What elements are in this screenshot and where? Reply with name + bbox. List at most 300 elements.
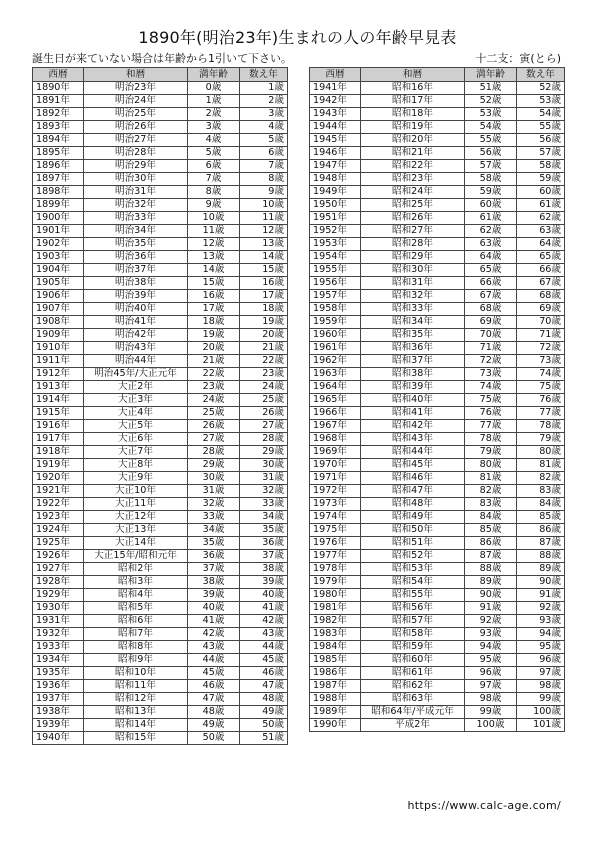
cell-wareki: 昭和20年: [361, 134, 465, 147]
cell-kazoe: 98歳: [517, 680, 565, 693]
table-row: [310, 251, 565, 264]
cell-seireki: 1983年: [310, 628, 361, 641]
cell-seireki: 1892年: [33, 108, 84, 121]
cell-wareki: 明治31年: [84, 186, 188, 199]
cell-wareki: 昭和57年: [361, 615, 465, 628]
table-row: [310, 420, 565, 433]
cell-seireki: 1986年: [310, 667, 361, 680]
cell-kazoe: 34歳: [240, 511, 288, 524]
cell-wareki: 明治30年: [84, 173, 188, 186]
cell-man-age: 82歳: [465, 485, 517, 498]
cell-wareki: 昭和16年: [361, 82, 465, 95]
header-man-age: 満年齢: [188, 68, 240, 82]
cell-seireki: 1925年: [33, 537, 84, 550]
cell-kazoe: 48歳: [240, 693, 288, 706]
cell-seireki: 1951年: [310, 212, 361, 225]
table-row: [33, 719, 288, 732]
cell-man-age: 65歳: [465, 264, 517, 277]
table-row: [33, 667, 288, 680]
table-row: [33, 225, 288, 238]
cell-seireki: 1959年: [310, 316, 361, 329]
cell-wareki: 昭和44年: [361, 446, 465, 459]
cell-man-age: 99歳: [465, 706, 517, 719]
table-row: [33, 212, 288, 225]
cell-wareki: 明治23年: [84, 82, 188, 95]
cell-man-age: 59歳: [465, 186, 517, 199]
cell-wareki: 昭和34年: [361, 316, 465, 329]
table-row: [310, 303, 565, 316]
cell-seireki: 1937年: [33, 693, 84, 706]
cell-wareki: 昭和31年: [361, 277, 465, 290]
cell-man-age: 12歳: [188, 238, 240, 251]
cell-seireki: 1949年: [310, 186, 361, 199]
cell-seireki: 1900年: [33, 212, 84, 225]
cell-kazoe: 45歳: [240, 654, 288, 667]
cell-seireki: 1967年: [310, 420, 361, 433]
cell-seireki: 1988年: [310, 693, 361, 706]
cell-man-age: 45歳: [188, 667, 240, 680]
cell-seireki: 1930年: [33, 602, 84, 615]
header-wareki: 和暦: [361, 68, 465, 82]
cell-kazoe: 76歳: [517, 394, 565, 407]
table-row: [33, 537, 288, 550]
cell-wareki: 大正15年/昭和元年: [84, 550, 188, 563]
cell-kazoe: 91歳: [517, 589, 565, 602]
cell-man-age: 83歳: [465, 498, 517, 511]
cell-kazoe: 73歳: [517, 355, 565, 368]
cell-seireki: 1984年: [310, 641, 361, 654]
cell-kazoe: 8歳: [240, 173, 288, 186]
cell-man-age: 81歳: [465, 472, 517, 485]
table-row: [33, 706, 288, 719]
table-row: [33, 498, 288, 511]
cell-man-age: 46歳: [188, 680, 240, 693]
cell-man-age: 49歳: [188, 719, 240, 732]
cell-wareki: 明治29年: [84, 160, 188, 173]
cell-seireki: 1906年: [33, 290, 84, 303]
cell-kazoe: 28歳: [240, 433, 288, 446]
cell-seireki: 1922年: [33, 498, 84, 511]
cell-wareki: 昭和7年: [84, 628, 188, 641]
cell-kazoe: 53歳: [517, 95, 565, 108]
table-row: [33, 472, 288, 485]
cell-kazoe: 10歳: [240, 199, 288, 212]
cell-kazoe: 42歳: [240, 615, 288, 628]
table-row: [33, 693, 288, 706]
cell-kazoe: 20歳: [240, 329, 288, 342]
cell-man-age: 91歳: [465, 602, 517, 615]
cell-kazoe: 68歳: [517, 290, 565, 303]
table-row: [310, 693, 565, 706]
cell-man-age: 19歳: [188, 329, 240, 342]
cell-man-age: 32歳: [188, 498, 240, 511]
cell-seireki: 1960年: [310, 329, 361, 342]
cell-seireki: 1945年: [310, 134, 361, 147]
table-row: [33, 368, 288, 381]
cell-seireki: 1977年: [310, 550, 361, 563]
cell-man-age: 69歳: [465, 316, 517, 329]
table-row: [33, 732, 288, 745]
cell-man-age: 6歳: [188, 160, 240, 173]
cell-wareki: 昭和22年: [361, 160, 465, 173]
cell-wareki: 昭和2年: [84, 563, 188, 576]
cell-kazoe: 32歳: [240, 485, 288, 498]
cell-wareki: 昭和53年: [361, 563, 465, 576]
cell-man-age: 97歳: [465, 680, 517, 693]
cell-wareki: 明治28年: [84, 147, 188, 160]
cell-kazoe: 13歳: [240, 238, 288, 251]
table-row: [33, 82, 288, 95]
table-row: [310, 433, 565, 446]
age-table-left: [32, 67, 288, 745]
cell-kazoe: 24歳: [240, 381, 288, 394]
cell-wareki: 昭和4年: [84, 589, 188, 602]
cell-seireki: 1899年: [33, 199, 84, 212]
cell-seireki: 1969年: [310, 446, 361, 459]
cell-wareki: 昭和9年: [84, 654, 188, 667]
cell-kazoe: 80歳: [517, 446, 565, 459]
table-row: [310, 238, 565, 251]
cell-wareki: 昭和10年: [84, 667, 188, 680]
cell-kazoe: 70歳: [517, 316, 565, 329]
cell-kazoe: 35歳: [240, 524, 288, 537]
cell-seireki: 1934年: [33, 654, 84, 667]
table-row: [310, 498, 565, 511]
cell-man-age: 8歳: [188, 186, 240, 199]
cell-wareki: 昭和56年: [361, 602, 465, 615]
cell-kazoe: 59歳: [517, 173, 565, 186]
cell-seireki: 1904年: [33, 264, 84, 277]
cell-man-age: 34歳: [188, 524, 240, 537]
header-wareki: 和暦: [84, 68, 188, 82]
cell-wareki: 明治33年: [84, 212, 188, 225]
cell-man-age: 23歳: [188, 381, 240, 394]
cell-wareki: 昭和36年: [361, 342, 465, 355]
cell-man-age: 3歳: [188, 121, 240, 134]
cell-kazoe: 54歳: [517, 108, 565, 121]
table-row: [310, 199, 565, 212]
cell-seireki: 1935年: [33, 667, 84, 680]
cell-seireki: 1970年: [310, 459, 361, 472]
cell-wareki: 昭和58年: [361, 628, 465, 641]
table-row: [33, 615, 288, 628]
table-row: [33, 329, 288, 342]
cell-wareki: 昭和37年: [361, 355, 465, 368]
cell-man-age: 9歳: [188, 199, 240, 212]
table-row: [33, 394, 288, 407]
cell-kazoe: 4歳: [240, 121, 288, 134]
table-row: [310, 628, 565, 641]
cell-wareki: 昭和61年: [361, 667, 465, 680]
cell-seireki: 1944年: [310, 121, 361, 134]
cell-man-age: 11歳: [188, 225, 240, 238]
cell-seireki: 1954年: [310, 251, 361, 264]
cell-kazoe: 26歳: [240, 407, 288, 420]
cell-kazoe: 40歳: [240, 589, 288, 602]
cell-kazoe: 18歳: [240, 303, 288, 316]
cell-wareki: 大正9年: [84, 472, 188, 485]
cell-seireki: 1917年: [33, 433, 84, 446]
table-row: [33, 433, 288, 446]
cell-wareki: 昭和25年: [361, 199, 465, 212]
cell-wareki: 昭和46年: [361, 472, 465, 485]
table-row: [310, 394, 565, 407]
cell-kazoe: 11歳: [240, 212, 288, 225]
cell-kazoe: 55歳: [517, 121, 565, 134]
cell-wareki: 明治40年: [84, 303, 188, 316]
cell-seireki: 1953年: [310, 238, 361, 251]
cell-kazoe: 101歳: [517, 719, 565, 732]
cell-seireki: 1923年: [33, 511, 84, 524]
cell-wareki: 明治44年: [84, 355, 188, 368]
cell-wareki: 明治45年/大正元年: [84, 368, 188, 381]
table-row: [33, 134, 288, 147]
cell-seireki: 1980年: [310, 589, 361, 602]
cell-man-age: 57歳: [465, 160, 517, 173]
cell-seireki: 1931年: [33, 615, 84, 628]
cell-kazoe: 71歳: [517, 329, 565, 342]
cell-man-age: 56歳: [465, 147, 517, 160]
table-row: [310, 706, 565, 719]
cell-kazoe: 36歳: [240, 537, 288, 550]
cell-seireki: 1902年: [33, 238, 84, 251]
table-row: [33, 446, 288, 459]
cell-man-age: 18歳: [188, 316, 240, 329]
cell-wareki: 昭和32年: [361, 290, 465, 303]
cell-man-age: 94歳: [465, 641, 517, 654]
cell-man-age: 35歳: [188, 537, 240, 550]
table-row: [33, 95, 288, 108]
table-row: [310, 342, 565, 355]
cell-man-age: 84歳: [465, 511, 517, 524]
cell-seireki: 1918年: [33, 446, 84, 459]
table-row: [310, 472, 565, 485]
cell-wareki: 昭和59年: [361, 641, 465, 654]
cell-kazoe: 52歳: [517, 82, 565, 95]
table-row: [33, 160, 288, 173]
cell-man-age: 63歳: [465, 238, 517, 251]
cell-seireki: 1964年: [310, 381, 361, 394]
cell-man-age: 68歳: [465, 303, 517, 316]
cell-wareki: 明治38年: [84, 277, 188, 290]
cell-man-age: 31歳: [188, 485, 240, 498]
cell-man-age: 44歳: [188, 654, 240, 667]
table-row: [33, 251, 288, 264]
cell-seireki: 1947年: [310, 160, 361, 173]
cell-wareki: 昭和13年: [84, 706, 188, 719]
cell-kazoe: 9歳: [240, 186, 288, 199]
cell-seireki: 1928年: [33, 576, 84, 589]
cell-seireki: 1978年: [310, 563, 361, 576]
cell-wareki: 明治43年: [84, 342, 188, 355]
birthday-note: 誕生日が来ていない場合は年齢から1引いて下さい。: [32, 52, 292, 65]
table-row: [33, 186, 288, 199]
cell-kazoe: 72歳: [517, 342, 565, 355]
cell-kazoe: 39歳: [240, 576, 288, 589]
cell-seireki: 1890年: [33, 82, 84, 95]
cell-man-age: 89歳: [465, 576, 517, 589]
cell-wareki: 明治26年: [84, 121, 188, 134]
header-kazoe: 数え年: [240, 68, 288, 82]
cell-man-age: 67歳: [465, 290, 517, 303]
table-row: [310, 186, 565, 199]
cell-kazoe: 63歳: [517, 225, 565, 238]
cell-kazoe: 62歳: [517, 212, 565, 225]
cell-seireki: 1968年: [310, 433, 361, 446]
table-row: [310, 550, 565, 563]
cell-kazoe: 46歳: [240, 667, 288, 680]
cell-seireki: 1952年: [310, 225, 361, 238]
table-row: [33, 238, 288, 251]
cell-man-age: 92歳: [465, 615, 517, 628]
cell-man-age: 70歳: [465, 329, 517, 342]
cell-wareki: 昭和64年/平成元年: [361, 706, 465, 719]
cell-seireki: 1965年: [310, 394, 361, 407]
cell-wareki: 平成2年: [361, 719, 465, 732]
cell-kazoe: 87歳: [517, 537, 565, 550]
cell-man-age: 24歳: [188, 394, 240, 407]
cell-man-age: 38歳: [188, 576, 240, 589]
table-row: [310, 147, 565, 160]
cell-man-age: 62歳: [465, 225, 517, 238]
table-row: [33, 576, 288, 589]
cell-wareki: 明治32年: [84, 199, 188, 212]
cell-wareki: 大正6年: [84, 433, 188, 446]
cell-kazoe: 75歳: [517, 381, 565, 394]
cell-seireki: 1948年: [310, 173, 361, 186]
zodiac-label: 十二支：寅(とら): [475, 52, 561, 65]
cell-seireki: 1936年: [33, 680, 84, 693]
cell-seireki: 1926年: [33, 550, 84, 563]
table-row: [310, 524, 565, 537]
cell-wareki: 昭和41年: [361, 407, 465, 420]
cell-man-age: 43歳: [188, 641, 240, 654]
cell-wareki: 明治39年: [84, 290, 188, 303]
table-row: [33, 316, 288, 329]
cell-man-age: 54歳: [465, 121, 517, 134]
cell-kazoe: 3歳: [240, 108, 288, 121]
cell-seireki: 1921年: [33, 485, 84, 498]
cell-kazoe: 29歳: [240, 446, 288, 459]
table-row: [33, 355, 288, 368]
cell-kazoe: 16歳: [240, 277, 288, 290]
cell-wareki: 昭和45年: [361, 459, 465, 472]
cell-seireki: 1896年: [33, 160, 84, 173]
cell-wareki: 大正10年: [84, 485, 188, 498]
cell-seireki: 1941年: [310, 82, 361, 95]
cell-man-age: 88歳: [465, 563, 517, 576]
cell-man-age: 64歳: [465, 251, 517, 264]
cell-wareki: 大正14年: [84, 537, 188, 550]
cell-seireki: 1939年: [33, 719, 84, 732]
table-header-row: [310, 68, 565, 82]
page-title: 1890年(明治23年)生まれの人の年齢早見表: [138, 28, 457, 47]
cell-man-age: 98歳: [465, 693, 517, 706]
cell-man-age: 53歳: [465, 108, 517, 121]
cell-wareki: 大正7年: [84, 446, 188, 459]
cell-man-age: 17歳: [188, 303, 240, 316]
cell-wareki: 昭和60年: [361, 654, 465, 667]
table-row: [33, 173, 288, 186]
table-row: [310, 654, 565, 667]
cell-seireki: 1909年: [33, 329, 84, 342]
cell-seireki: 1946年: [310, 147, 361, 160]
table-row: [33, 108, 288, 121]
cell-man-age: 26歳: [188, 420, 240, 433]
table-row: [33, 511, 288, 524]
cell-wareki: 大正12年: [84, 511, 188, 524]
cell-wareki: 昭和11年: [84, 680, 188, 693]
cell-wareki: 昭和52年: [361, 550, 465, 563]
cell-seireki: 1929年: [33, 589, 84, 602]
cell-kazoe: 38歳: [240, 563, 288, 576]
cell-wareki: 昭和42年: [361, 420, 465, 433]
cell-kazoe: 50歳: [240, 719, 288, 732]
cell-man-age: 79歳: [465, 446, 517, 459]
cell-wareki: 昭和50年: [361, 524, 465, 537]
cell-wareki: 明治36年: [84, 251, 188, 264]
cell-man-age: 25歳: [188, 407, 240, 420]
cell-kazoe: 100歳: [517, 706, 565, 719]
table-row: [310, 641, 565, 654]
table-row: [310, 459, 565, 472]
cell-man-age: 37歳: [188, 563, 240, 576]
table-row: [33, 290, 288, 303]
cell-wareki: 大正3年: [84, 394, 188, 407]
cell-kazoe: 33歳: [240, 498, 288, 511]
cell-man-age: 85歳: [465, 524, 517, 537]
cell-kazoe: 21歳: [240, 342, 288, 355]
cell-man-age: 4歳: [188, 134, 240, 147]
table-row: [310, 225, 565, 238]
table-row: [310, 108, 565, 121]
cell-wareki: 大正8年: [84, 459, 188, 472]
cell-wareki: 大正2年: [84, 381, 188, 394]
cell-man-age: 20歳: [188, 342, 240, 355]
table-row: [33, 563, 288, 576]
footer-url: https://www.calc-age.com/: [407, 799, 561, 812]
cell-man-age: 5歳: [188, 147, 240, 160]
cell-kazoe: 96歳: [517, 654, 565, 667]
cell-kazoe: 84歳: [517, 498, 565, 511]
table-row: [310, 485, 565, 498]
table-row: [33, 524, 288, 537]
cell-seireki: 1989年: [310, 706, 361, 719]
age-table-left-body: [33, 82, 288, 745]
cell-wareki: 大正11年: [84, 498, 188, 511]
table-row: [310, 563, 565, 576]
header-man-age: 満年齢: [465, 68, 517, 82]
cell-man-age: 74歳: [465, 381, 517, 394]
table-row: [310, 134, 565, 147]
cell-kazoe: 44歳: [240, 641, 288, 654]
table-row: [310, 680, 565, 693]
header-seireki: 西暦: [310, 68, 361, 82]
cell-kazoe: 97歳: [517, 667, 565, 680]
table-row: [310, 667, 565, 680]
table-row: [310, 446, 565, 459]
cell-kazoe: 86歳: [517, 524, 565, 537]
cell-man-age: 87歳: [465, 550, 517, 563]
age-table-right: [309, 67, 565, 732]
cell-seireki: 1975年: [310, 524, 361, 537]
cell-seireki: 1982年: [310, 615, 361, 628]
cell-kazoe: 57歳: [517, 147, 565, 160]
cell-man-age: 95歳: [465, 654, 517, 667]
cell-wareki: 昭和21年: [361, 147, 465, 160]
cell-seireki: 1971年: [310, 472, 361, 485]
cell-seireki: 1985年: [310, 654, 361, 667]
